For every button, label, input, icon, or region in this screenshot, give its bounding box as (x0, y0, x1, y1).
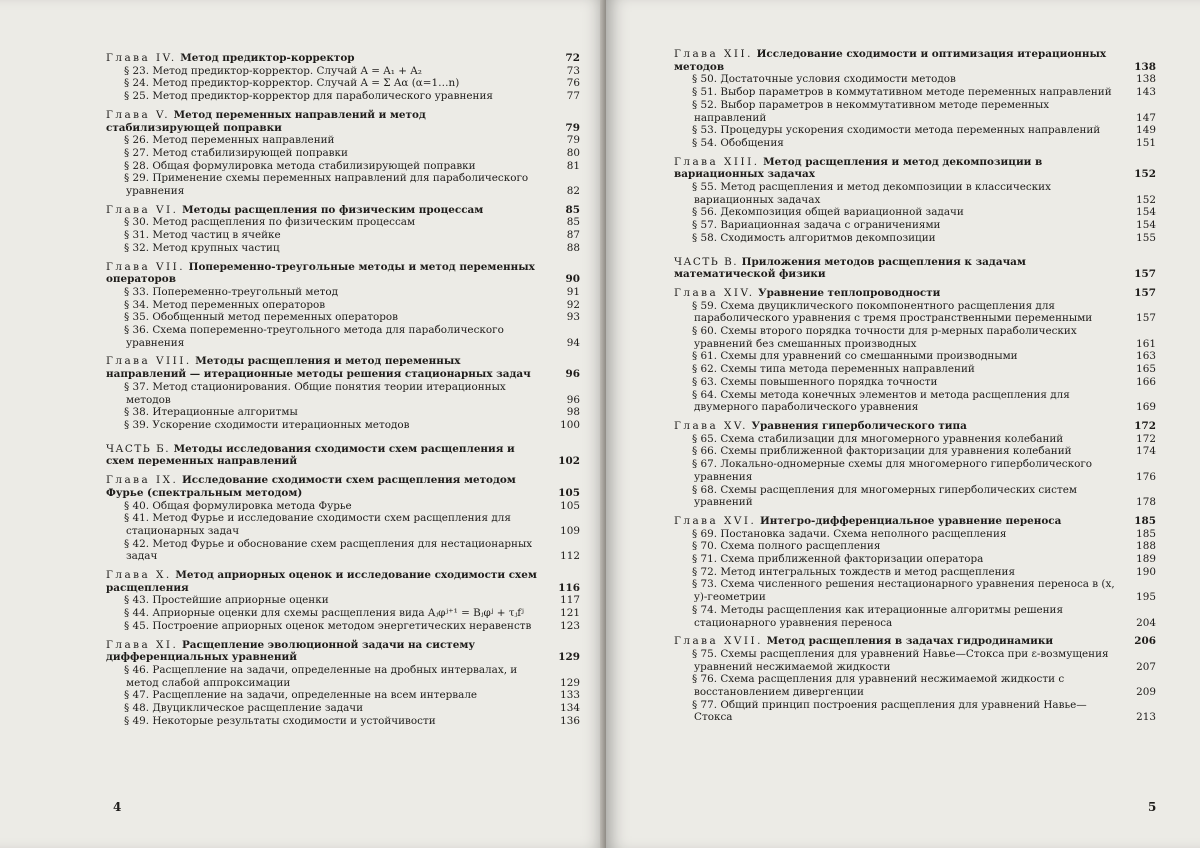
part-label: ЧАСТЬ Б. (106, 442, 171, 455)
page-ref: 133 (560, 689, 580, 702)
toc-section-entry (106, 134, 580, 147)
toc-section-entry (674, 73, 1156, 86)
chap-title: Метод расщепления в задачах гидродинамики (766, 635, 1054, 648)
toc-section-entry (674, 528, 1156, 541)
page-ref: 96 (565, 368, 580, 381)
toc-chapter-entry (674, 515, 1156, 528)
section-title: § 75. Схемы расщепления для уравнений Навье—Стокса при ε-возмущения уравнений несжимаемой жидкости (692, 647, 1109, 673)
section-title: § 57. Вариационная задача с ограничениями (692, 219, 941, 232)
page-ref: 157 (1134, 286, 1156, 299)
toc-chapter-entry (106, 261, 580, 286)
page-ref: 94 (566, 336, 580, 349)
page-ref: 204 (1136, 616, 1156, 629)
chap-title: Расщепление эволюционной задачи на систему дифференциальных уравнений (106, 638, 475, 664)
page-ref: 157 (1134, 268, 1156, 281)
section-title: § 60. Схемы второго порядка точности для p-мерных параболических уравнений без смешанных производных (692, 325, 1077, 350)
section-title: § 61. Схемы для уравнений со смешанными производными (692, 350, 1018, 363)
chap-label: Глава IV. (106, 52, 177, 64)
toc-section-entry (106, 77, 580, 90)
toc-section-entry (674, 673, 1156, 698)
toc-section-entry (674, 86, 1156, 99)
toc-chapter-entry (106, 52, 580, 65)
toc-section-entry (106, 607, 580, 620)
chap-label: Глава VIII. (106, 355, 192, 368)
toc-section-entry (674, 699, 1156, 724)
section-title: § 59. Схема двуциклического покомпонентного расщепления для параболического уравнения с тремя пространственными переменными (692, 299, 1093, 325)
section-title: § 65. Схема стабилизации для многомерного уравнения колебаний (692, 432, 1064, 445)
toc-chapter-entry (106, 474, 580, 499)
chap-title: Метод расщепления и метод декомпозиции в вариационных задачах (674, 155, 1043, 181)
page-ref: 92 (566, 298, 580, 311)
page-ref: 152 (1136, 193, 1156, 206)
section-title: § 47. Расщепление на задачи, определенные на всем интервале (124, 689, 478, 702)
page-ref: 207 (1136, 660, 1156, 673)
page-ref: 102 (558, 455, 580, 468)
page-ref: 169 (1136, 401, 1156, 414)
section-title: § 31. Метод частиц в ячейке (124, 229, 281, 242)
toc-section-entry (106, 299, 580, 312)
page-ref: 190 (1136, 565, 1156, 578)
page-ref: 96 (566, 393, 580, 406)
page-ref: 172 (1136, 432, 1156, 445)
page-ref: 157 (1136, 312, 1156, 325)
page-ref: 81 (566, 159, 580, 172)
chap-label: Глава VII. (106, 260, 186, 273)
toc-section-entry (674, 389, 1156, 414)
chap-title: Методы расщепления по физическим процессам (182, 203, 484, 216)
page-ref: 76 (566, 77, 580, 90)
section-title: § 56. Декомпозиция общей вариационной задачи (692, 206, 964, 219)
page-ref: 79 (565, 121, 580, 134)
section-title: § 64. Схемы метода конечных элементов и метода расщепления для двумерного параболического уравнения (692, 388, 1070, 414)
page-ref: 117 (560, 594, 580, 607)
toc-section-entry (674, 124, 1156, 137)
toc-section-entry (674, 648, 1156, 673)
page-ref: 73 (566, 64, 580, 77)
toc-section-entry (106, 419, 580, 432)
page-ref: 72 (565, 52, 580, 64)
page-ref: 166 (1136, 375, 1156, 388)
page-ref: 105 (560, 499, 580, 512)
page-ref: 91 (566, 285, 580, 298)
toc-section-entry (674, 219, 1156, 232)
section-title: § 55. Метод расщепления и метод декомпозиции в классических вариационных задачах (692, 181, 1051, 206)
chap-label: Глава VI. (106, 203, 179, 216)
page-ref: 85 (566, 216, 580, 229)
section-title: § 28. Общая формулировка метода стабилизирующей поправки (124, 159, 476, 172)
page-ref: 77 (566, 90, 580, 103)
chap-title: Методы расщепления и метод переменных направлений — итерационные методы решения стационарных задач (106, 355, 531, 381)
chap-label: Глава XV. (674, 419, 748, 432)
toc-section-entry (106, 229, 580, 242)
toc-section-entry (106, 406, 580, 419)
page-ref: 161 (1136, 337, 1156, 350)
toc-section-entry (674, 325, 1156, 350)
right-page (606, 0, 1200, 848)
toc-section-entry (106, 286, 580, 299)
page-ref: 188 (1136, 540, 1156, 553)
page-ref: 90 (565, 273, 580, 286)
toc-section-entry (674, 206, 1156, 219)
section-title: § 52. Выбор параметров в некоммутативном методе переменных направлений (692, 98, 1050, 124)
section-title: § 30. Метод расщепления по физическим процессам (124, 216, 416, 229)
toc-chapter-entry (106, 639, 580, 664)
chap-title: Уравнение теплопроводности (758, 286, 941, 299)
page-ref: 129 (560, 676, 580, 689)
toc-section-entry (674, 376, 1156, 389)
page-ref: 178 (1136, 496, 1156, 509)
section-title: § 37. Метод стационирования. Общие понятия теории итерационных методов (124, 380, 506, 406)
chap-title: Уравнения гиперболического типа (751, 419, 967, 432)
toc-section-entry (106, 324, 580, 349)
page-ref: 93 (566, 311, 580, 324)
toc-section-entry (674, 433, 1156, 446)
toc-section-entry (674, 99, 1156, 124)
toc-section-entry (674, 232, 1156, 245)
toc-chapter-entry (674, 156, 1156, 181)
section-title: § 29. Применение схемы переменных направлений для параболического уравнения (124, 172, 529, 198)
toc-chapter-entry (106, 569, 580, 594)
chap-label: Глава XVII. (674, 635, 763, 648)
page-ref: 138 (1134, 60, 1156, 73)
toc-section-entry (106, 538, 580, 563)
chap-title: Метод априорных оценок и исследование сходимости схем расщепления (106, 569, 537, 594)
section-title: § 49. Некоторые результаты сходимости и устойчивости (124, 714, 436, 727)
page-ref: 165 (1136, 363, 1156, 376)
page-ref: 129 (558, 651, 580, 664)
chap-title: Исследование сходимости и оптимизация итерационных методов (674, 48, 1107, 73)
toc-chapter-entry (674, 635, 1156, 648)
page-ref: 213 (1136, 711, 1156, 724)
section-title: § 73. Схема численного решения нестационарного уравнения переноса в (x, y)-геометрии (692, 578, 1115, 604)
toc-section-entry (674, 540, 1156, 553)
section-title: § 74. Методы расщепления как итерационные алгоритмы решения стационарного уравнения переноса (692, 603, 1064, 629)
section-title: § 36. Схема попеременно-треугольного метода для параболического уравнения (124, 324, 504, 349)
chap-label: Глава IX. (106, 474, 179, 487)
page-number-left: 4 (113, 800, 122, 814)
page-ref: 155 (1136, 231, 1156, 244)
page-ref: 176 (1136, 470, 1156, 483)
page-ref: 172 (1134, 419, 1156, 432)
page-ref: 195 (1136, 591, 1156, 604)
section-title: § 43. Простейшие априорные оценки (124, 594, 329, 607)
toc-section-entry (106, 65, 580, 78)
chap-label: Глава XII. (674, 48, 753, 60)
section-title: § 45. Построение априорных оценок методом энергетических неравенств (124, 619, 532, 632)
chap-label: Глава X. (106, 569, 172, 582)
toc-chapter-entry (674, 420, 1156, 433)
chap-label: Глава XVI. (674, 514, 757, 527)
toc-section-entry (106, 311, 580, 324)
page-ref: 80 (566, 146, 580, 159)
page-ref: 109 (560, 524, 580, 537)
toc-chapter-entry (106, 109, 580, 134)
page-ref: 185 (1136, 527, 1156, 540)
chap-title: Исследование сходимости схем расщепления методом Фурье (спектральным методом) (106, 474, 516, 499)
section-title: § 58. Сходимость алгоритмов декомпозиции (692, 231, 936, 244)
page-ref: 143 (1136, 86, 1156, 99)
page-ref: 116 (558, 581, 580, 594)
page-ref: 85 (565, 203, 580, 216)
section-title: § 44. Априорные оценки для схемы расщепления вида Aⱼφʲ⁺¹ = Bⱼφʲ + τⱼfʲ (124, 607, 524, 620)
spacer (674, 245, 1156, 256)
toc-section-entry (674, 604, 1156, 629)
page-ref: 154 (1136, 219, 1156, 232)
section-title: § 51. Выбор параметров в коммутативном методе переменных направлений (692, 86, 1112, 99)
toc-section-entry (106, 500, 580, 513)
toc-section-entry (106, 242, 580, 255)
toc-section-entry (106, 216, 580, 229)
part-title: Приложения методов расщепления к задачам математической физики (674, 255, 1026, 281)
section-title: § 71. Схема приближенной факторизации оператора (692, 553, 984, 566)
page-ref: 209 (1136, 686, 1156, 699)
toc-chapter-entry (106, 355, 580, 380)
page-ref: 163 (1136, 350, 1156, 363)
part-label: ЧАСТЬ В. (674, 255, 739, 268)
toc-section-entry (674, 458, 1156, 483)
page-ref: 112 (560, 550, 580, 563)
page-ref: 151 (1136, 136, 1156, 149)
page-ref: 98 (566, 406, 580, 419)
section-title: § 67. Локально-одномерные схемы для многомерного гиперболического уравнения (692, 458, 1093, 483)
toc-section-entry (674, 566, 1156, 579)
toc-chapter-entry (674, 48, 1156, 73)
toc-section-entry (106, 512, 580, 537)
section-title: § 24. Метод предиктор-корректор. Случай A = Σ Aα (α=1…n) (124, 77, 460, 90)
toc-section-entry (674, 181, 1156, 206)
chap-title: Попеременно-треугольные методы и метод переменных операторов (106, 260, 535, 286)
page-ref: 88 (566, 241, 580, 254)
chap-title: Метод предиктор-корректор (180, 52, 355, 64)
toc-section-entry (674, 553, 1156, 566)
section-title: § 27. Метод стабилизирующей поправки (124, 146, 348, 159)
page-ref: 174 (1136, 445, 1156, 458)
page-ref: 105 (558, 486, 580, 499)
page-ref: 79 (566, 134, 580, 147)
page-ref: 154 (1136, 206, 1156, 219)
page-ref: 100 (560, 418, 580, 431)
chap-label: Глава XIII. (674, 155, 760, 168)
toc-section-entry (106, 715, 580, 728)
page-ref: 138 (1136, 73, 1156, 86)
page-ref: 185 (1134, 514, 1156, 527)
toc-part-entry (106, 443, 580, 468)
section-title: § 69. Постановка задачи. Схема неполного расщепления (692, 527, 1007, 540)
part-title: Методы исследования сходимости схем расщепления и схем переменных направлений (106, 442, 515, 468)
toc-section-entry (674, 300, 1156, 325)
toc-section-entry (674, 363, 1156, 376)
section-title: § 76. Схема расщепления для уравнений несжимаемой жидкости с восстановлением дивергенции (692, 673, 1065, 699)
toc-section-entry (106, 689, 580, 702)
section-title: § 54. Обобщения (692, 136, 784, 149)
page-ref: 82 (566, 185, 580, 198)
section-title: § 62. Схемы типа метода переменных направлений (692, 363, 975, 376)
chap-label: Глава XI. (106, 638, 179, 651)
chap-label: Глава XIV. (674, 286, 755, 299)
page-ref: 189 (1136, 553, 1156, 566)
section-title: § 25. Метод предиктор-корректор для параболического уравнения (124, 90, 493, 103)
page-ref: 123 (560, 619, 580, 632)
toc-part-entry (674, 256, 1156, 281)
toc-section-entry (674, 578, 1156, 603)
toc-section-entry (106, 664, 580, 689)
toc-left (106, 52, 580, 727)
page-ref: 152 (1134, 168, 1156, 181)
page-ref: 206 (1134, 635, 1156, 648)
toc-section-entry (106, 702, 580, 715)
section-title: § 46. Расщепление на задачи, определенные на дробных интервалах, и метод слабой аппроксимации (124, 663, 518, 689)
section-title: § 34. Метод переменных операторов (124, 298, 326, 311)
toc-section-entry (674, 137, 1156, 150)
section-title: § 42. Метод Фурье и обоснование схем расщепления для нестационарных задач (124, 537, 533, 563)
section-title: § 53. Процедуры ускорения сходимости метода переменных направлений (692, 124, 1101, 137)
page-ref: 147 (1136, 111, 1156, 124)
toc-chapter-entry (674, 287, 1156, 300)
toc-section-entry (674, 484, 1156, 509)
section-title: § 35. Обобщенный метод переменных операторов (124, 311, 399, 324)
section-title: § 40. Общая формулировка метода Фурье (124, 499, 352, 512)
page-number-right: 5 (1148, 800, 1157, 814)
section-title: § 41. Метод Фурье и исследование сходимости схем расщепления для стационарных задач (124, 512, 511, 537)
toc-section-entry (674, 445, 1156, 458)
section-title: § 48. Двуциклическое расщепление задачи (124, 702, 364, 715)
toc-section-entry (106, 620, 580, 633)
section-title: § 38. Итерационные алгоритмы (124, 406, 298, 419)
toc-chapter-entry (106, 204, 580, 217)
toc-section-entry (106, 381, 580, 406)
section-title: § 33. Попеременно-треугольный метод (124, 285, 339, 298)
section-title: § 32. Метод крупных частиц (124, 241, 280, 254)
toc-right (674, 48, 1156, 724)
section-title: § 68. Схемы расщепления для многомерных гиперболических систем уравнений (692, 483, 1077, 509)
section-title: § 23. Метод предиктор-корректор. Случай A = A₁ + A₂ (124, 64, 422, 77)
chap-label: Глава V. (106, 108, 171, 121)
section-title: § 50. Достаточные условия сходимости методов (692, 73, 956, 86)
page-ref: 136 (560, 714, 580, 727)
page-ref: 134 (560, 702, 580, 715)
page-ref: 149 (1136, 124, 1156, 137)
page-ref: 121 (560, 607, 580, 620)
section-title: § 72. Метод интегральных тождеств и метод расщепления (692, 565, 1016, 578)
toc-section-entry (106, 172, 580, 197)
toc-section-entry (106, 90, 580, 103)
section-title: § 39. Ускорение сходимости итерационных методов (124, 418, 410, 431)
toc-section-entry (674, 350, 1156, 363)
section-title: § 77. Общий принцип построения расщепления для уравнений Навье—Стокса (692, 698, 1087, 724)
toc-section-entry (106, 160, 580, 173)
section-title: § 66. Схемы приближенной факторизации для уравнения колебаний (692, 445, 1072, 458)
chap-title: Интегро-дифференциальное уравнение переноса (759, 514, 1062, 527)
page-ref: 87 (566, 229, 580, 242)
chap-title: Метод переменных направлений и метод стабилизирующей поправки (106, 108, 426, 134)
section-title: § 26. Метод переменных направлений (124, 134, 335, 147)
section-title: § 70. Схема полного расщепления (692, 540, 881, 553)
spacer (106, 432, 580, 443)
toc-section-entry (106, 594, 580, 607)
section-title: § 63. Схемы повышенного порядка точности (692, 375, 938, 388)
toc-section-entry (106, 147, 580, 160)
